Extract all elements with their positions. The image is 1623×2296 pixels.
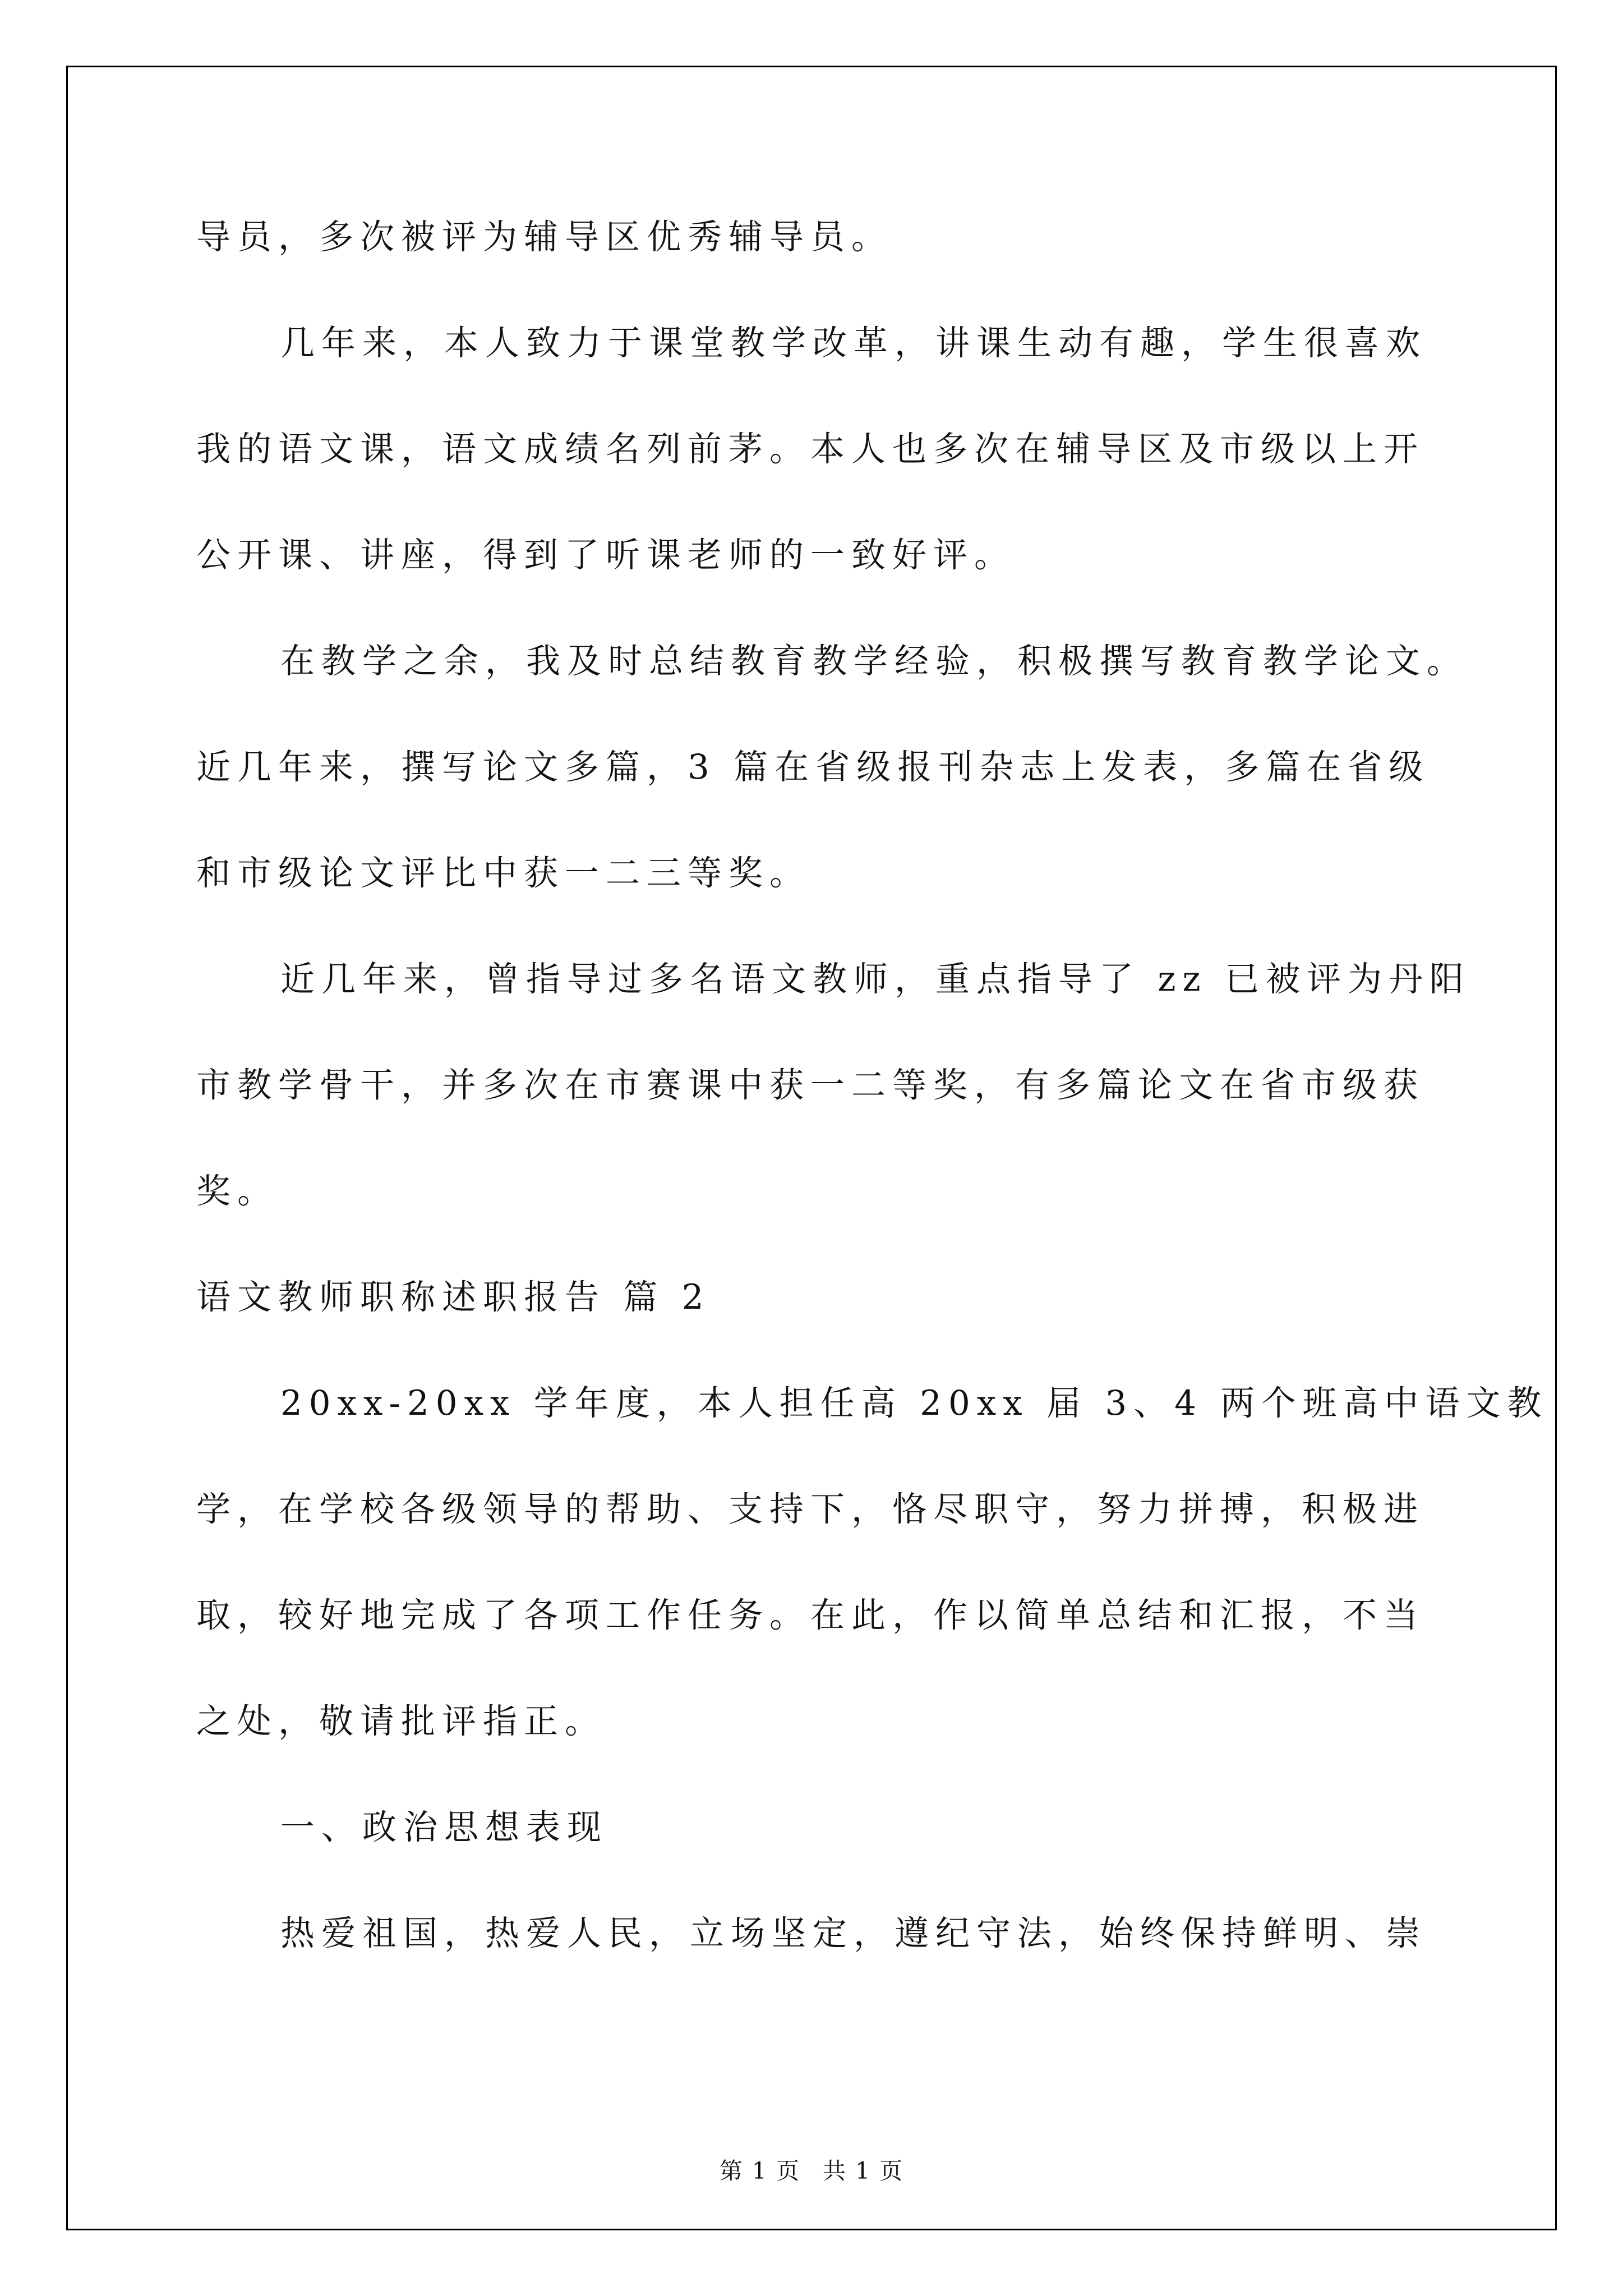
text-line: 市教学骨干，并多次在市赛课中获一二等奖，有多篇论文在省市级获 xyxy=(196,1065,1425,1105)
document-body xyxy=(196,212,1548,2014)
paragraph-start: 近几年来，曾指导过多名语文教师，重点指导了 zz 已被评为丹阳 xyxy=(280,959,1471,999)
text-line: 导员，多次被评为辅导区优秀辅导员。 xyxy=(196,217,893,257)
text-line: 奖。 xyxy=(196,1171,279,1211)
text-line: 学，在学校各级领导的帮助、支持下，恪尽职守，努力拼搏，积极进 xyxy=(196,1489,1425,1529)
paragraph-start: 在教学之余，我及时总结教育教学经验，积极撰写教育教学论文。 xyxy=(280,641,1468,681)
page-number: 第 1 页 xyxy=(719,2157,800,2184)
subsection-heading: 一、政治思想表现 xyxy=(280,1807,608,1847)
text-line: 取，较好地完成了各项工作任务。在此，作以简单总结和汇报，不当 xyxy=(196,1595,1425,1635)
page-footer xyxy=(0,2157,1623,2185)
page-total: 共 1 页 xyxy=(823,2157,904,2184)
paragraph-start: 20xx-20xx 学年度，本人担任高 20xx 届 3、4 两个班高中语文教 xyxy=(280,1383,1548,1423)
paragraph-start: 热爱祖国，热爱人民，立场坚定，遵纪守法，始终保持鲜明、崇 xyxy=(280,1913,1427,1953)
text-line: 我的语文课，语文成绩名列前茅。本人也多次在辅导区及市级以上开 xyxy=(196,429,1425,469)
text-line: 近几年来，撰写论文多篇，3 篇在省级报刊杂志上发表，多篇在省级 xyxy=(196,747,1430,787)
section-heading: 语文教师职称述职报告 篇 2 xyxy=(196,1277,711,1317)
text-line: 公开课、讲座，得到了听课老师的一致好评。 xyxy=(196,535,1016,575)
paragraph-start: 几年来，本人致力于课堂教学改革，讲课生动有趣，学生很喜欢 xyxy=(280,323,1427,363)
text-line: 和市级论文评比中获一二三等奖。 xyxy=(196,853,811,893)
text-line: 之处，敬请批评指正。 xyxy=(196,1701,606,1741)
